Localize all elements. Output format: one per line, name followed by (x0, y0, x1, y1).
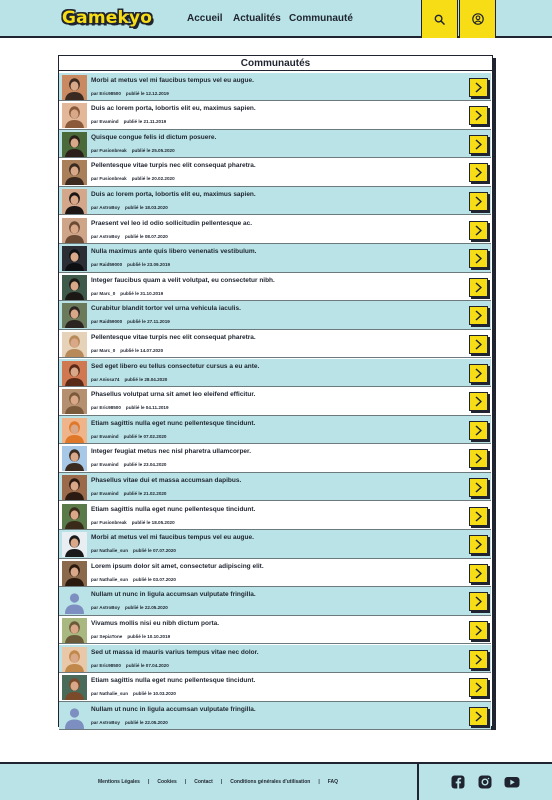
chevron-right-icon (474, 682, 483, 693)
post-meta (91, 491, 171, 496)
post-date: publié le 23.09.2019 (127, 262, 171, 268)
avatar (62, 475, 87, 500)
post-author: par SepiaTone (91, 633, 123, 639)
post-title[interactable]: Curabitur blandit tortor vel urna vehicula iaculis. (91, 305, 241, 313)
post-meta (91, 291, 168, 296)
open-post-button[interactable] (469, 106, 488, 125)
list-item[interactable] (59, 702, 491, 731)
avatar (62, 218, 87, 243)
chevron-right-icon (474, 253, 483, 264)
list-item[interactable] (59, 330, 491, 359)
chevron-right-icon (474, 654, 483, 665)
post-title[interactable]: Duis ac lorem porta, lobortis elit eu, maximus sapien. (91, 105, 256, 113)
post-author: par Raid59000 (91, 262, 123, 268)
post-author: par Fusionbreak (91, 147, 127, 153)
chevron-right-icon (474, 539, 483, 550)
post-title[interactable]: Phasellus vitae dui et massa accumsan dapibus. (91, 476, 242, 484)
avatar (62, 303, 87, 328)
list-item[interactable] (59, 187, 491, 216)
chevron-right-icon (474, 368, 483, 379)
avatar (62, 704, 87, 729)
list-item[interactable] (59, 359, 491, 388)
post-date: publié le 04.11.2019 (125, 405, 169, 411)
post-date: publié le 22.05.2020 (124, 719, 168, 725)
post-date: publié le 10.10.2019 (127, 633, 171, 639)
post-author: par Eric98500 (91, 662, 121, 668)
list-item[interactable] (59, 587, 491, 616)
post-date: publié le 21.11.2019 (123, 119, 167, 125)
list-item[interactable] (59, 616, 491, 645)
chevron-right-icon (474, 625, 483, 636)
post-author: par Eric98500 (91, 90, 121, 96)
open-post-button[interactable] (469, 249, 488, 268)
open-post-button[interactable] (469, 592, 488, 611)
avatar (62, 647, 87, 672)
footer-separator: | (318, 779, 320, 785)
post-author: par AstroBoy (91, 204, 120, 210)
post-date: publié le 23.04.2020 (123, 462, 167, 468)
post-date: publié le 10.03.2020 (133, 691, 176, 697)
post-author: par Marc_0 (91, 290, 116, 296)
avatar (62, 189, 87, 214)
post-title[interactable]: Nulla maximus ante quis libero venenatis vestibulum. (91, 248, 257, 256)
post-meta (91, 691, 181, 696)
account-button[interactable] (459, 0, 496, 38)
post-date: publié le 20.02.2020 (131, 176, 175, 182)
list-item[interactable] (59, 273, 491, 302)
post-title[interactable]: Pellentesque vitae turpis nec elit consequat pharetra. (91, 162, 256, 170)
post-meta (91, 205, 173, 210)
open-post-button[interactable] (469, 78, 488, 97)
post-date: publié le 22.05.2020 (124, 605, 168, 611)
chevron-right-icon (474, 225, 483, 236)
post-date: publié le 25.05.2020 (131, 147, 175, 153)
post-author: par Evamind (91, 462, 119, 468)
open-post-button[interactable] (469, 364, 488, 383)
chevron-right-icon (474, 396, 483, 407)
post-meta (91, 663, 174, 668)
chevron-right-icon (474, 453, 483, 464)
post-title[interactable]: Morbi at metus vel mi faucibus tempus vel eu augue. (91, 534, 254, 542)
post-title[interactable]: Praesent vel leo id odio sollicitudin pellentesque ac. (91, 219, 253, 227)
open-post-button[interactable] (469, 678, 488, 697)
list-item[interactable] (59, 444, 491, 473)
community-panel (58, 55, 493, 727)
post-title[interactable]: Pellentesque vitae turpis nec elit consequat pharetra. (91, 333, 256, 341)
chevron-right-icon (474, 596, 483, 607)
post-date: publié le 07.07.2020 (133, 548, 176, 554)
list-item[interactable] (59, 559, 491, 588)
site-footer (0, 762, 552, 800)
post-author: par Evamind (91, 119, 119, 125)
chevron-right-icon (474, 482, 483, 493)
open-post-button[interactable] (469, 135, 488, 154)
avatar (62, 532, 87, 557)
list-item[interactable] (59, 216, 491, 245)
chevron-right-icon (474, 110, 483, 121)
open-post-button[interactable] (469, 507, 488, 526)
footer-separator: | (147, 779, 150, 785)
avatar (62, 389, 87, 414)
avatar (62, 332, 87, 357)
nav-accueil[interactable]: Accueil (187, 13, 223, 24)
post-meta (91, 319, 175, 324)
post-date: publié le 12.12.2019 (125, 90, 169, 96)
post-author: par Nathalie_sun (91, 548, 129, 554)
post-author: par AstroBoy (91, 719, 120, 725)
open-post-button[interactable] (469, 192, 488, 211)
post-meta (91, 405, 174, 410)
panel-title: Communautés (59, 56, 492, 71)
chevron-right-icon (474, 82, 483, 93)
post-meta (91, 548, 181, 553)
footer-divider (417, 764, 419, 800)
instagram-icon[interactable] (478, 775, 492, 789)
nav-communaute[interactable]: Communauté (289, 13, 353, 24)
chevron-right-icon (474, 339, 483, 350)
post-meta (91, 234, 173, 239)
post-meta (91, 720, 173, 725)
footer-link-mentions[interactable]: Mentions Légales (98, 779, 140, 785)
footer-link-contact[interactable]: Contact (194, 779, 213, 785)
footer-link-faq[interactable]: FAQ (327, 779, 339, 785)
open-post-button[interactable] (469, 478, 488, 497)
post-author: par Nathalie_sun (91, 576, 129, 582)
list-item[interactable] (59, 673, 491, 702)
post-date: publié le 14.07.2020 (120, 347, 164, 353)
post-meta (91, 520, 180, 525)
open-post-button[interactable] (469, 221, 488, 240)
post-author: par Marc_0 (91, 347, 116, 353)
chevron-right-icon (474, 511, 483, 522)
list-item[interactable] (59, 530, 491, 559)
post-title[interactable]: Phasellus volutpat urna sit amet leo eleifend efficitur. (91, 391, 256, 399)
avatar (62, 132, 87, 157)
site-header (0, 0, 552, 38)
avatar (62, 589, 87, 614)
post-date: publié le 18.03.2020 (124, 204, 168, 210)
avatar (62, 160, 87, 185)
post-date: publié le 07.02.2020 (123, 433, 167, 439)
site-logo[interactable]: Gamekyo (62, 8, 153, 28)
list-item[interactable] (59, 73, 491, 102)
post-title[interactable]: Integer faucibus quam a velit volutpat, eu consectetur nibh. (91, 276, 275, 284)
open-post-button[interactable] (469, 163, 488, 182)
nav-actualites[interactable]: Actualités (233, 13, 281, 24)
search-button[interactable] (421, 0, 458, 38)
chevron-right-icon (474, 711, 483, 722)
post-date: publié le 18.05.2020 (131, 519, 175, 525)
post-title[interactable]: Nullam ut nunc in ligula accumsan vulputate fringilla. (91, 705, 256, 713)
facebook-icon[interactable] (451, 775, 465, 789)
list-item[interactable] (59, 416, 491, 445)
footer-links (98, 779, 338, 785)
post-date: publié le 21.02.2020 (123, 490, 167, 496)
post-date: publié le 03.07.2020 (133, 576, 176, 582)
chevron-right-icon (474, 310, 483, 321)
user-icon (472, 13, 484, 25)
avatar (62, 618, 87, 643)
chevron-right-icon (474, 568, 483, 579)
open-post-button[interactable] (469, 392, 488, 411)
post-author: par Fusionbreak (91, 519, 127, 525)
post-author: par Raid59000 (91, 319, 123, 325)
open-post-button[interactable] (469, 621, 488, 640)
post-author: par Evamind (91, 490, 119, 496)
list-item[interactable] (59, 473, 491, 502)
post-meta (91, 262, 175, 267)
footer-link-cookies[interactable]: Cookies (157, 779, 177, 785)
post-author: par Evamind (91, 433, 119, 439)
post-title[interactable]: Etiam sagittis nulla eget nunc pellentesque tincidunt. (91, 505, 256, 513)
list-item[interactable] (59, 130, 491, 159)
avatar (62, 75, 87, 100)
post-title[interactable]: Etiam sagittis nulla eget nunc pellentesque tincidunt. (91, 677, 256, 685)
avatar (62, 561, 87, 586)
post-meta (91, 176, 180, 181)
post-meta (91, 434, 171, 439)
footer-link-cgu[interactable]: Conditions générales d'utilisation (230, 779, 311, 785)
list-item[interactable] (59, 158, 491, 187)
list-item[interactable] (59, 502, 491, 531)
post-meta (91, 577, 181, 582)
post-meta (91, 377, 172, 382)
chevron-right-icon (474, 282, 483, 293)
post-author: par Nathalie_sun (91, 691, 129, 697)
post-title[interactable]: Nullam ut nunc in ligula accumsan vulputate fringilla. (91, 591, 256, 599)
chevron-right-icon (474, 196, 483, 207)
avatar (62, 103, 87, 128)
post-meta (91, 348, 168, 353)
open-post-button[interactable] (469, 449, 488, 468)
list-item[interactable] (59, 301, 491, 330)
open-post-button[interactable] (469, 535, 488, 554)
post-author: par AstroBoy (91, 233, 120, 239)
list-item[interactable] (59, 101, 491, 130)
list-item[interactable] (59, 387, 491, 416)
post-title[interactable]: Sed eget libero eu tellus consectetur cursus a eu ante. (91, 362, 260, 370)
post-author: par Fusionbreak (91, 176, 127, 182)
post-date: publié le 27.11.2019 (127, 319, 170, 325)
post-meta (91, 462, 171, 467)
avatar (62, 504, 87, 529)
footer-separator: | (220, 779, 223, 785)
open-post-button[interactable] (469, 278, 488, 297)
avatar (62, 361, 87, 386)
post-date: publié le 08.07.2020 (124, 233, 168, 239)
post-meta (91, 634, 175, 639)
youtube-icon[interactable] (504, 775, 520, 789)
open-post-button[interactable] (469, 650, 488, 669)
post-title[interactable]: Quisque congue felis id dictum posuere. (91, 133, 217, 141)
chevron-right-icon (474, 425, 483, 436)
list-item[interactable] (59, 244, 491, 273)
post-title[interactable]: Etiam sagittis nulla eget nunc pellentesque tincidunt. (91, 419, 256, 427)
avatar (62, 246, 87, 271)
avatar (62, 275, 87, 300)
list-item[interactable] (59, 645, 491, 674)
chevron-right-icon (474, 167, 483, 178)
post-author: par Eric98500 (91, 405, 121, 411)
post-meta (91, 605, 173, 610)
post-author: par Anissa74 (91, 376, 120, 382)
footer-separator: | (184, 779, 187, 785)
avatar (62, 446, 87, 471)
post-meta (91, 91, 174, 96)
post-title[interactable]: Duis ac lorem porta, lobortis elit eu, maximus sapien. (91, 190, 256, 198)
post-title[interactable]: Morbi at metus vel mi faucibus tempus vel eu augue. (91, 76, 254, 84)
post-title[interactable]: Lorem ipsum dolor sit amet, consectetur adipiscing elit. (91, 562, 264, 570)
chevron-right-icon (474, 139, 483, 150)
open-post-button[interactable] (469, 421, 488, 440)
search-icon (434, 14, 445, 25)
post-author: par AstroBoy (91, 605, 120, 611)
post-title[interactable]: Vivamus mollis nisi eu nibh dictum porta. (91, 619, 220, 627)
post-date: publié le 07.04.2020 (125, 662, 169, 668)
open-post-button[interactable] (469, 707, 488, 726)
avatar (62, 418, 87, 443)
avatar (62, 675, 87, 700)
open-post-button[interactable] (469, 306, 488, 325)
open-post-button[interactable] (469, 564, 488, 583)
post-date: publié le 31.10.2019 (120, 290, 164, 296)
post-date: publié le 28.04.2020 (124, 376, 168, 382)
open-post-button[interactable] (469, 335, 488, 354)
post-meta (91, 119, 171, 124)
post-meta (91, 148, 180, 153)
post-title[interactable]: Sed ut massa id mauris varius tempus vitae nec dolor. (91, 648, 259, 656)
post-title[interactable]: Integer feugiat metus nec nisl pharetra ullamcorper. (91, 448, 252, 456)
